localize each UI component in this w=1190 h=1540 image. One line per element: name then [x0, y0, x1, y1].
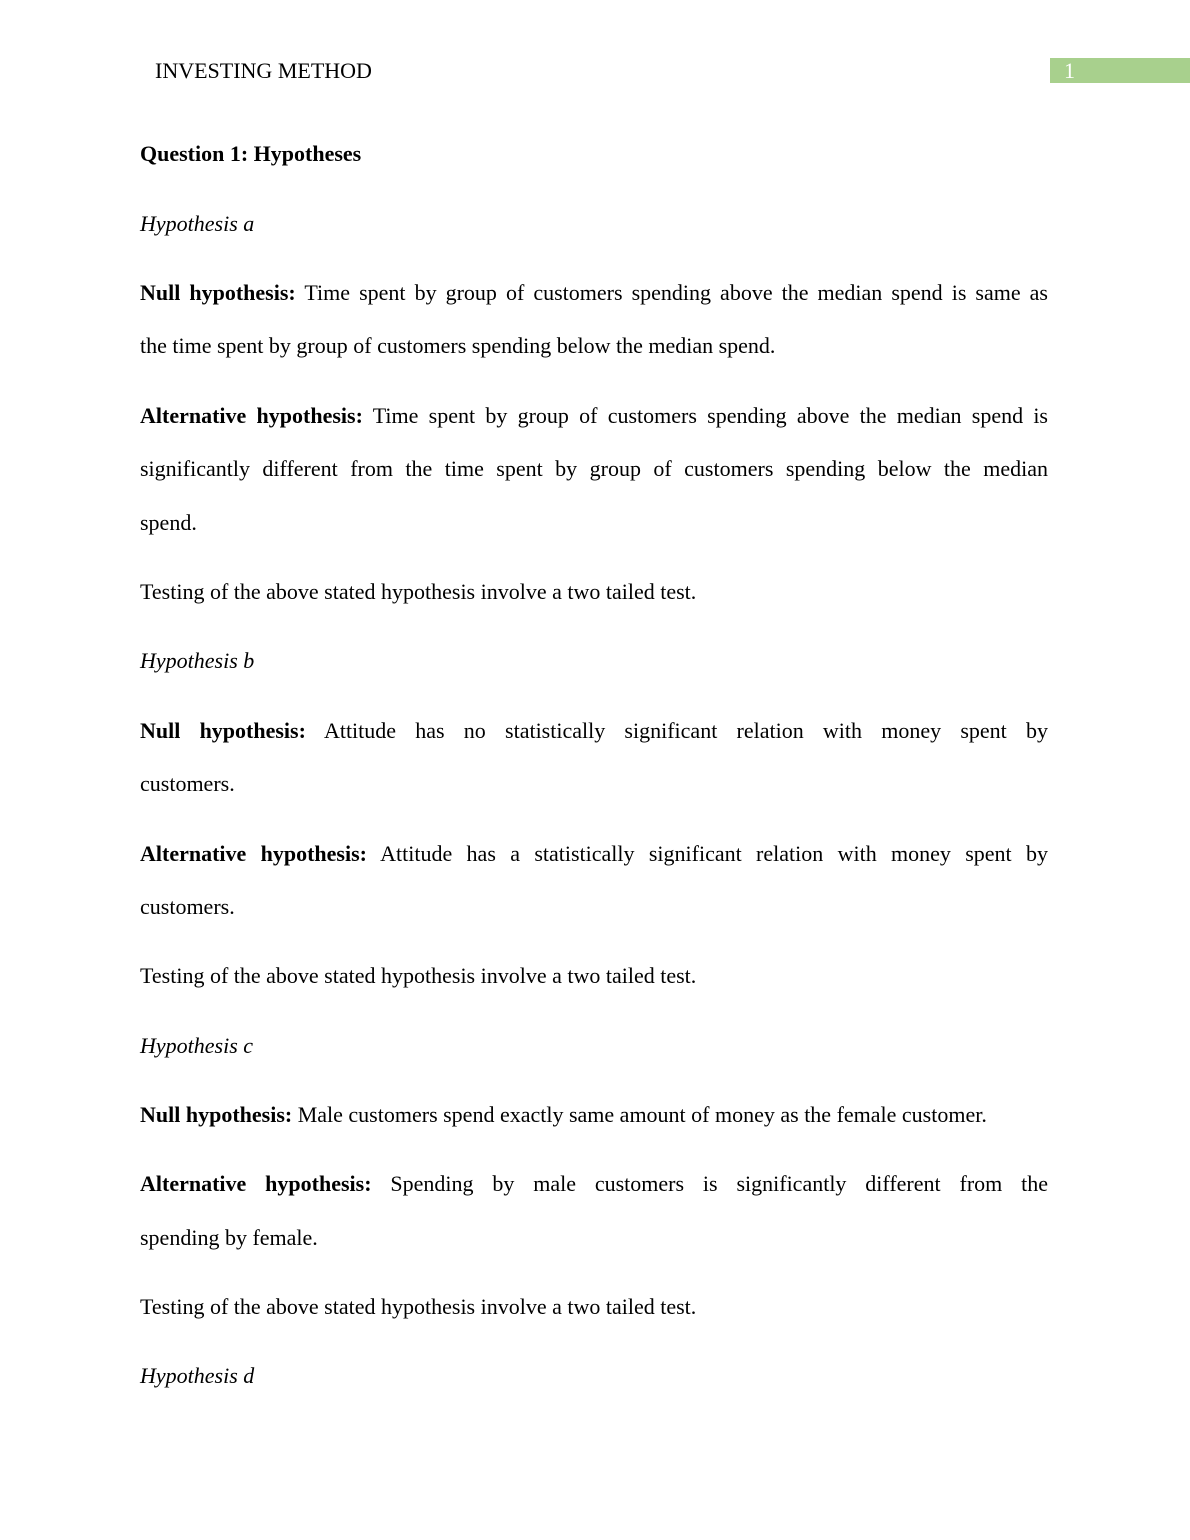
alternative-hypothesis-label: Alternative hypothesis:: [140, 1171, 372, 1196]
alternative-hypothesis-label: Alternative hypothesis:: [140, 403, 363, 428]
hypothesis-b-test-note: Testing of the above stated hypothesis involve a two tailed test.: [140, 963, 697, 988]
hypothesis-b-null-line1: [140, 717, 1048, 745]
hypothesis-b-null-line2: customers.: [140, 771, 235, 796]
hypothesis-a-null-line1: [140, 279, 1048, 307]
hypothesis-b-alt-line1: [140, 840, 1048, 868]
hypothesis-c-test-note: Testing of the above stated hypothesis involve a two tailed test.: [140, 1294, 697, 1319]
hypothesis-d-label: Hypothesis d: [140, 1363, 255, 1388]
hypothesis-b-null-text1: Attitude has no statistically significant relation with money spent by: [305, 718, 1048, 743]
running-head: INVESTING METHOD: [155, 58, 372, 83]
null-hypothesis-label: Null hypothesis:: [140, 718, 306, 743]
hypothesis-c-alt-text1: Spending by male customers is significantly different from the: [371, 1171, 1049, 1196]
hypothesis-c-alt-line2: spending by female.: [140, 1225, 318, 1250]
hypothesis-c-label: Hypothesis c: [140, 1033, 254, 1058]
hypothesis-a-label: Hypothesis a: [140, 211, 255, 236]
hypothesis-c-null-text1: Male customers spend exactly same amount of money as the female customer.: [292, 1102, 987, 1127]
hypothesis-c-null-line1: [140, 1101, 1048, 1129]
hypothesis-b-alt-line2: customers.: [140, 894, 235, 919]
hypothesis-a-alt-line1: [140, 402, 1048, 430]
hypothesis-b-alt-text1: Attitude has a statistically significant relation with money spent by: [367, 841, 1049, 866]
null-hypothesis-label: Null hypothesis:: [140, 1102, 293, 1127]
hypothesis-c-alt-line1: [140, 1170, 1048, 1198]
hypothesis-a-alt-line3: spend.: [140, 510, 197, 535]
section-heading: Question 1: Hypotheses: [140, 141, 362, 166]
hypothesis-a-null-line2: the time spent by group of customers spending below the median spend.: [140, 333, 776, 358]
alternative-hypothesis-label: Alternative hypothesis:: [140, 841, 367, 866]
hypothesis-a-alt-line2: significantly different from the time spent by group of customers spending below the median: [140, 456, 1048, 481]
hypothesis-a-test-note: Testing of the above stated hypothesis involve a two tailed test.: [140, 579, 697, 604]
page-number-badge: 1: [1050, 58, 1190, 83]
hypothesis-b-label: Hypothesis b: [140, 648, 255, 673]
hypothesis-a-alt-text1: Time spent by group of customers spending above the median spend is: [362, 403, 1048, 428]
hypothesis-a-null-text1: Time spent by group of customers spending above the median spend is same as: [295, 280, 1048, 305]
null-hypothesis-label: Null hypothesis:: [140, 280, 296, 305]
